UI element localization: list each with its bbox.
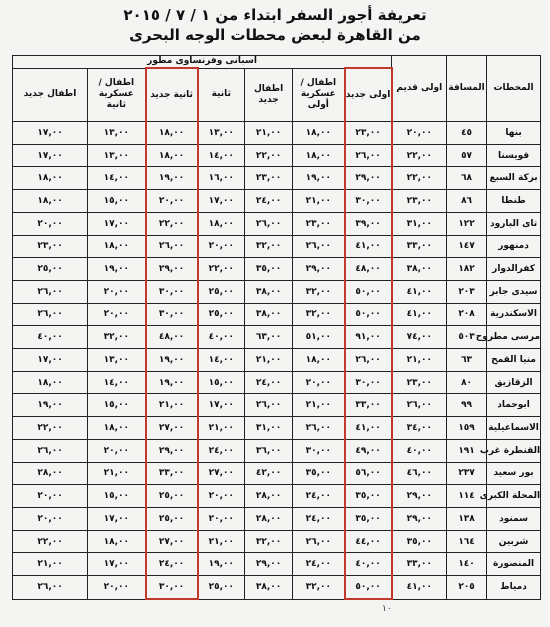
station-cell: المحلة الكبرى xyxy=(487,485,541,508)
second-new-fare: ٢١,٠٠ xyxy=(146,394,198,417)
first-old-fare: ٢٢,٠٠ xyxy=(392,144,447,167)
second-fare: ٢٥,٠٠ xyxy=(198,303,245,326)
kids-new-fare-2: ٤٠,٠٠ xyxy=(13,326,88,349)
kids-new-fare-2: ١٧,٠٠ xyxy=(13,122,88,145)
header-military-first: اطفال /عسكرية أولى xyxy=(293,68,345,122)
first-new-fare: ٤٩,٠٠ xyxy=(345,439,392,462)
military-second-fare: ٢١,٠٠ xyxy=(88,462,146,485)
first-new-fare: ٣٥,٠٠ xyxy=(345,485,392,508)
first-new-fare: ٣٩,٠٠ xyxy=(345,212,392,235)
first-new-fare: ٣٠,٠٠ xyxy=(345,371,392,394)
military-first-fare: ٢٤,٠٠ xyxy=(293,507,345,530)
military-first-fare: ٢٣,٠٠ xyxy=(293,212,345,235)
military-second-fare: ١٣,٠٠ xyxy=(88,349,146,372)
header-kids-new-1: اطفال جديد xyxy=(245,68,293,122)
distance-cell: ٢٠٣ xyxy=(447,280,487,303)
first-old-fare: ٤٠,٠٠ xyxy=(392,439,447,462)
table-row xyxy=(13,439,541,462)
station-cell: كفرالدوار xyxy=(487,258,541,281)
kids-new-fare-2: ٢٠,٠٠ xyxy=(13,485,88,508)
military-second-fare: ٢٠,٠٠ xyxy=(88,280,146,303)
military-second-fare: ١٤,٠٠ xyxy=(88,167,146,190)
military-first-fare: ٢٦,٠٠ xyxy=(293,417,345,440)
second-fare: ٢١,٠٠ xyxy=(198,530,245,553)
station-cell: القنطرة غرب xyxy=(487,439,541,462)
table-row xyxy=(13,576,541,599)
second-new-fare: ١٨,٠٠ xyxy=(146,122,198,145)
second-new-fare: ٢٥,٠٠ xyxy=(146,485,198,508)
first-new-fare: ٤٨,٠٠ xyxy=(345,258,392,281)
distance-cell: ٩٩ xyxy=(447,394,487,417)
table-row xyxy=(13,212,541,235)
first-old-fare: ٤١,٠٠ xyxy=(392,280,447,303)
first-old-fare: ٢١,٠٠ xyxy=(392,349,447,372)
kids-new-fare-1: ٤٢,٠٠ xyxy=(245,462,293,485)
kids-new-fare-1: ٢٦,٠٠ xyxy=(245,212,293,235)
kids-new-fare-2: ١٧,٠٠ xyxy=(13,349,88,372)
kids-new-fare-2: ٢٥,٠٠ xyxy=(13,258,88,281)
distance-cell: ٤٥ xyxy=(447,122,487,145)
kids-new-fare-2: ٢٢,٠٠ xyxy=(13,530,88,553)
second-fare: ٢٠,٠٠ xyxy=(198,507,245,530)
military-second-fare: ١٤,٠٠ xyxy=(88,371,146,394)
station-cell: مرسى مطروح xyxy=(487,326,541,349)
distance-cell: ١٥٩ xyxy=(447,417,487,440)
second-new-fare: ٢٦,٠٠ xyxy=(146,235,198,258)
distance-cell: ١٩١ xyxy=(447,439,487,462)
first-new-fare: ٤١,٠٠ xyxy=(345,235,392,258)
second-fare: ١٧,٠٠ xyxy=(198,394,245,417)
station-cell: دمنهور xyxy=(487,235,541,258)
kids-new-fare-1: ٢٤,٠٠ xyxy=(245,371,293,394)
distance-cell: ٢٣٧ xyxy=(447,462,487,485)
kids-new-fare-1: ٢٩,٠٠ xyxy=(245,553,293,576)
station-cell: بركة السبع xyxy=(487,167,541,190)
station-cell: ابوحماد xyxy=(487,394,541,417)
header-kids-new-2: اطفال جديد xyxy=(13,68,88,122)
military-second-fare: ٢٠,٠٠ xyxy=(88,576,146,599)
distance-cell: ١٤٠ xyxy=(447,553,487,576)
table-row xyxy=(13,371,541,394)
first-old-fare: ٢٩,٠٠ xyxy=(392,485,447,508)
military-second-fare: ١٥,٠٠ xyxy=(88,190,146,213)
kids-new-fare-1: ٢٦,٠٠ xyxy=(245,394,293,417)
first-new-fare: ٢٦,٠٠ xyxy=(345,144,392,167)
first-new-fare: ٥٠,٠٠ xyxy=(345,576,392,599)
first-new-fare: ٩١,٠٠ xyxy=(345,326,392,349)
second-new-fare: ٣٠,٠٠ xyxy=(146,280,198,303)
military-first-fare: ٢٦,٠٠ xyxy=(293,235,345,258)
header-distance: المسافة xyxy=(447,56,487,122)
station-cell: بور سعيد xyxy=(487,462,541,485)
header-first-new: اولى جديد xyxy=(345,68,392,122)
table-row xyxy=(13,462,541,485)
first-old-fare: ٣١,٠٠ xyxy=(392,212,447,235)
kids-new-fare-1: ٣٦,٠٠ xyxy=(245,439,293,462)
document-subtitle: من القاهرة لبعض محطات الوجه البحرى xyxy=(129,26,421,44)
station-cell: منيا القمح xyxy=(487,349,541,372)
header-group-spanish-french: اسبانى وفرنساوى مطور xyxy=(13,56,392,69)
station-cell: دمياط xyxy=(487,576,541,599)
second-new-fare: ١٩,٠٠ xyxy=(146,167,198,190)
table-row xyxy=(13,349,541,372)
second-new-fare: ٢٧,٠٠ xyxy=(146,530,198,553)
military-second-fare: ١٨,٠٠ xyxy=(88,530,146,553)
station-cell: الزقازيق xyxy=(487,371,541,394)
kids-new-fare-2: ٢٨,٠٠ xyxy=(13,462,88,485)
station-cell: المنصورة xyxy=(487,553,541,576)
first-new-fare: ٥٠,٠٠ xyxy=(345,280,392,303)
distance-cell: ٥٠٣ xyxy=(447,326,487,349)
header-military-second: اطفال /عسكرية ثانية xyxy=(88,68,146,122)
first-new-fare: ٣٠,٠٠ xyxy=(345,190,392,213)
station-cell: الاسكندرية xyxy=(487,303,541,326)
distance-cell: ٦٣ xyxy=(447,349,487,372)
first-old-fare: ٢٩,٠٠ xyxy=(392,507,447,530)
military-first-fare: ٢٤,٠٠ xyxy=(293,553,345,576)
kids-new-fare-2: ٢٦,٠٠ xyxy=(13,303,88,326)
first-new-fare: ٢٦,٠٠ xyxy=(345,349,392,372)
distance-cell: ٨٦ xyxy=(447,190,487,213)
table-row xyxy=(13,303,541,326)
kids-new-fare-2: ٢٦,٠٠ xyxy=(13,280,88,303)
distance-cell: ٥٧ xyxy=(447,144,487,167)
table-row xyxy=(13,280,541,303)
fare-table xyxy=(12,55,541,600)
second-fare: ٢٧,٠٠ xyxy=(198,462,245,485)
military-second-fare: ٢٠,٠٠ xyxy=(88,439,146,462)
first-old-fare: ٤١,٠٠ xyxy=(392,576,447,599)
second-fare: ١٥,٠٠ xyxy=(198,371,245,394)
second-new-fare: ٢٥,٠٠ xyxy=(146,507,198,530)
second-fare: ١٤,٠٠ xyxy=(198,349,245,372)
kids-new-fare-2: ٢٦,٠٠ xyxy=(13,576,88,599)
first-new-fare: ٢٣,٠٠ xyxy=(345,122,392,145)
first-old-fare: ٢٣,٠٠ xyxy=(392,190,447,213)
kids-new-fare-1: ٣١,٠٠ xyxy=(245,417,293,440)
second-new-fare: ٢٩,٠٠ xyxy=(146,439,198,462)
kids-new-fare-2: ٢٠,٠٠ xyxy=(13,507,88,530)
fare-table-body xyxy=(13,122,541,600)
kids-new-fare-1: ٢٢,٠٠ xyxy=(245,144,293,167)
second-fare: ٢٠,٠٠ xyxy=(198,485,245,508)
kids-new-fare-2: ٢٦,٠٠ xyxy=(13,439,88,462)
second-new-fare: ٢٧,٠٠ xyxy=(146,417,198,440)
military-first-fare: ١٨,٠٠ xyxy=(293,349,345,372)
second-fare: ٢٤,٠٠ xyxy=(198,439,245,462)
military-first-fare: ١٩,٠٠ xyxy=(293,167,345,190)
second-new-fare: ٢٩,٠٠ xyxy=(146,258,198,281)
kids-new-fare-2: ١٩,٠٠ xyxy=(13,394,88,417)
kids-new-fare-1: ٢٣,٠٠ xyxy=(245,167,293,190)
distance-cell: ١١٤ xyxy=(447,485,487,508)
kids-new-fare-2: ١٨,٠٠ xyxy=(13,190,88,213)
table-row xyxy=(13,485,541,508)
table-row xyxy=(13,530,541,553)
first-old-fare: ٣٤,٠٠ xyxy=(392,417,447,440)
header-second: ثانية xyxy=(198,68,245,122)
second-new-fare: ١٩,٠٠ xyxy=(146,349,198,372)
military-first-fare: ٣٢,٠٠ xyxy=(293,303,345,326)
military-second-fare: ١٧,٠٠ xyxy=(88,212,146,235)
military-first-fare: ٢٠,٠٠ xyxy=(293,371,345,394)
military-second-fare: ١٥,٠٠ xyxy=(88,394,146,417)
first-old-fare: ٢٢,٠٠ xyxy=(392,167,447,190)
page-mark: ١٠ xyxy=(382,604,392,614)
second-fare: ١٧,٠٠ xyxy=(198,190,245,213)
military-first-fare: ٢١,٠٠ xyxy=(293,190,345,213)
kids-new-fare-1: ٣٢,٠٠ xyxy=(245,530,293,553)
second-new-fare: ٣٠,٠٠ xyxy=(146,303,198,326)
distance-cell: ١٨٢ xyxy=(447,258,487,281)
military-first-fare: ١٨,٠٠ xyxy=(293,144,345,167)
kids-new-fare-1: ٣٨,٠٠ xyxy=(245,303,293,326)
military-first-fare: ٣٠,٠٠ xyxy=(293,439,345,462)
military-first-fare: ٢٩,٠٠ xyxy=(293,258,345,281)
military-first-fare: ١٨,٠٠ xyxy=(293,122,345,145)
distance-cell: ٢٠٨ xyxy=(447,303,487,326)
kids-new-fare-1: ٣٥,٠٠ xyxy=(245,258,293,281)
station-cell: بنها xyxy=(487,122,541,145)
first-new-fare: ٢٩,٠٠ xyxy=(345,167,392,190)
military-first-fare: ٣٥,٠٠ xyxy=(293,462,345,485)
distance-cell: ١٢٢ xyxy=(447,212,487,235)
first-old-fare: ٤٦,٠٠ xyxy=(392,462,447,485)
distance-cell: ٢٠٥ xyxy=(447,576,487,599)
table-row xyxy=(13,190,541,213)
military-second-fare: ١٣,٠٠ xyxy=(88,144,146,167)
first-new-fare: ٣٣,٠٠ xyxy=(345,394,392,417)
military-second-fare: ١٣,٠٠ xyxy=(88,122,146,145)
station-cell: قويسنا xyxy=(487,144,541,167)
table-row xyxy=(13,144,541,167)
table-row xyxy=(13,507,541,530)
second-new-fare: ١٩,٠٠ xyxy=(146,371,198,394)
kids-new-fare-1: ٣٢,٠٠ xyxy=(245,235,293,258)
second-new-fare: ٣٣,٠٠ xyxy=(146,462,198,485)
table-row xyxy=(13,258,541,281)
distance-cell: ١٣٨ xyxy=(447,507,487,530)
table-row xyxy=(13,326,541,349)
table-row xyxy=(13,553,541,576)
military-second-fare: ١٨,٠٠ xyxy=(88,235,146,258)
distance-cell: ٦٨ xyxy=(447,167,487,190)
station-cell: طنطا xyxy=(487,190,541,213)
first-new-fare: ٣٥,٠٠ xyxy=(345,507,392,530)
second-fare: ١٤,٠٠ xyxy=(198,144,245,167)
first-old-fare: ٣٣,٠٠ xyxy=(392,553,447,576)
first-new-fare: ٤٤,٠٠ xyxy=(345,530,392,553)
kids-new-fare-2: ١٧,٠٠ xyxy=(13,144,88,167)
second-fare: ٢٥,٠٠ xyxy=(198,576,245,599)
military-second-fare: ١٨,٠٠ xyxy=(88,417,146,440)
second-fare: ١٦,٠٠ xyxy=(198,167,245,190)
military-first-fare: ٣٢,٠٠ xyxy=(293,280,345,303)
document-title: تعريفة أجور السفر ابتداء من ١ / ٧ / ٢٠١٥ xyxy=(123,6,427,24)
kids-new-fare-1: ٢٨,٠٠ xyxy=(245,507,293,530)
first-old-fare: ٧٤,٠٠ xyxy=(392,326,447,349)
distance-cell: ١٦٤ xyxy=(447,530,487,553)
military-second-fare: ١٧,٠٠ xyxy=(88,553,146,576)
military-first-fare: ٢٤,٠٠ xyxy=(293,485,345,508)
distance-cell: ١٤٧ xyxy=(447,235,487,258)
military-first-fare: ٥١,٠٠ xyxy=(293,326,345,349)
second-new-fare: ٣٠,٠٠ xyxy=(146,576,198,599)
kids-new-fare-1: ٢١,٠٠ xyxy=(245,122,293,145)
table-row xyxy=(13,235,541,258)
distance-cell: ٨٠ xyxy=(447,371,487,394)
header-second-new: ثانية جديد xyxy=(146,68,198,122)
kids-new-fare-1: ٢١,٠٠ xyxy=(245,349,293,372)
station-cell: تاى البارود xyxy=(487,212,541,235)
military-second-fare: ١٧,٠٠ xyxy=(88,507,146,530)
military-second-fare: ٣٢,٠٠ xyxy=(88,326,146,349)
military-second-fare: ٢٠,٠٠ xyxy=(88,303,146,326)
table-row xyxy=(13,167,541,190)
second-fare: ٢١,٠٠ xyxy=(198,417,245,440)
kids-new-fare-2: ٢٠,٠٠ xyxy=(13,212,88,235)
military-first-fare: ٣٢,٠٠ xyxy=(293,576,345,599)
header-first-old: اولى قديم xyxy=(392,56,447,122)
military-second-fare: ١٥,٠٠ xyxy=(88,485,146,508)
header-station: المحطات xyxy=(487,56,541,122)
first-new-fare: ٥٠,٠٠ xyxy=(345,303,392,326)
second-fare: ٢٢,٠٠ xyxy=(198,258,245,281)
station-cell: سمنود xyxy=(487,507,541,530)
second-fare: ٢٠,٠٠ xyxy=(198,235,245,258)
first-old-fare: ٣٣,٠٠ xyxy=(392,235,447,258)
table-row xyxy=(13,122,541,145)
second-new-fare: ٢٠,٠٠ xyxy=(146,190,198,213)
kids-new-fare-2: ٢١,٠٠ xyxy=(13,553,88,576)
second-new-fare: ٤٨,٠٠ xyxy=(146,326,198,349)
kids-new-fare-1: ٣٨,٠٠ xyxy=(245,576,293,599)
military-first-fare: ٢١,٠٠ xyxy=(293,394,345,417)
first-old-fare: ٣٨,٠٠ xyxy=(392,258,447,281)
military-second-fare: ١٩,٠٠ xyxy=(88,258,146,281)
first-old-fare: ٢٦,٠٠ xyxy=(392,394,447,417)
military-first-fare: ٢٦,٠٠ xyxy=(293,530,345,553)
first-old-fare: ٣٥,٠٠ xyxy=(392,530,447,553)
second-fare: ١٣,٠٠ xyxy=(198,122,245,145)
table-row xyxy=(13,417,541,440)
kids-new-fare-2: ٢٣,٠٠ xyxy=(13,235,88,258)
second-fare: ١٩,٠٠ xyxy=(198,553,245,576)
kids-new-fare-1: ٢٤,٠٠ xyxy=(245,190,293,213)
second-fare: ٤٠,٠٠ xyxy=(198,326,245,349)
second-new-fare: ٢٤,٠٠ xyxy=(146,553,198,576)
second-fare: ٢٥,٠٠ xyxy=(198,280,245,303)
first-old-fare: ٤١,٠٠ xyxy=(392,303,447,326)
first-new-fare: ٥٦,٠٠ xyxy=(345,462,392,485)
station-cell: الاسماعيلية xyxy=(487,417,541,440)
second-fare: ١٨,٠٠ xyxy=(198,212,245,235)
kids-new-fare-2: ٢٢,٠٠ xyxy=(13,417,88,440)
kids-new-fare-2: ١٨,٠٠ xyxy=(13,167,88,190)
first-old-fare: ٢٠,٠٠ xyxy=(392,122,447,145)
first-new-fare: ٤٠,٠٠ xyxy=(345,553,392,576)
table-row xyxy=(13,394,541,417)
station-cell: شربين xyxy=(487,530,541,553)
kids-new-fare-2: ١٨,٠٠ xyxy=(13,371,88,394)
first-new-fare: ٤١,٠٠ xyxy=(345,417,392,440)
second-new-fare: ٢٢,٠٠ xyxy=(146,212,198,235)
second-new-fare: ١٨,٠٠ xyxy=(146,144,198,167)
kids-new-fare-1: ٣٨,٠٠ xyxy=(245,280,293,303)
kids-new-fare-1: ٦٣,٠٠ xyxy=(245,326,293,349)
station-cell: سيدى جابر xyxy=(487,280,541,303)
first-old-fare: ٢٣,٠٠ xyxy=(392,371,447,394)
kids-new-fare-1: ٢٨,٠٠ xyxy=(245,485,293,508)
